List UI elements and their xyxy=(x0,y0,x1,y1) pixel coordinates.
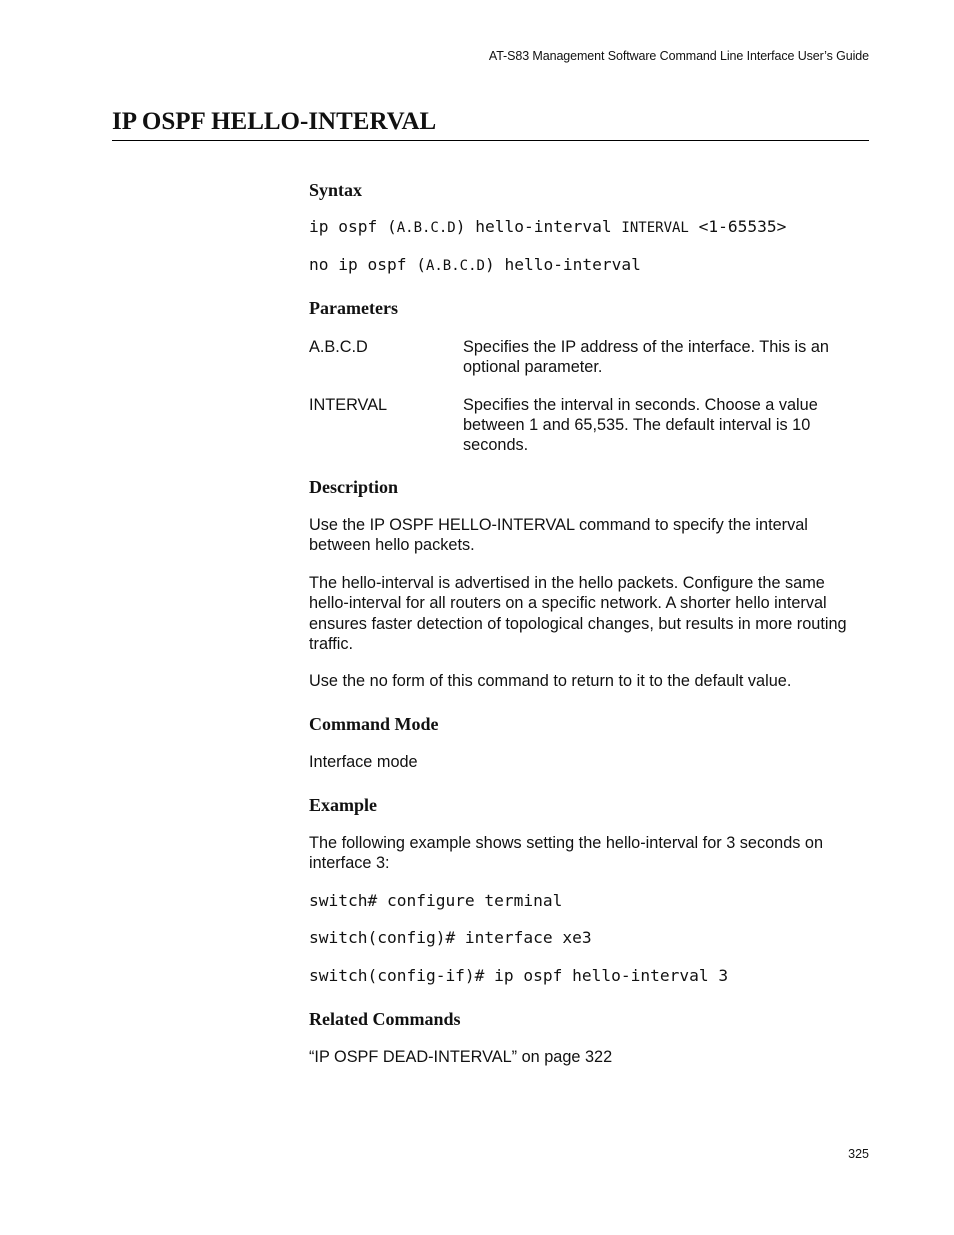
description-paragraph: Use the IP OSPF HELLO-INTERVAL command to specify the interval between hello packets. xyxy=(309,516,808,555)
syntax-line-1: ip ospf (A.B.C.D) hello-interval INTERVAL <1-65535> xyxy=(309,217,787,236)
description-heading: Description xyxy=(309,477,398,497)
example-code-line: switch(config)# interface xe3 xyxy=(309,928,592,947)
related-commands-heading: Related Commands xyxy=(309,1009,461,1029)
command-mode-text: Interface mode xyxy=(309,753,418,771)
example-heading: Example xyxy=(309,795,378,815)
example-intro: The following example shows setting the hello-interval for 3 seconds on interface 3: xyxy=(309,834,824,873)
parameter-description: Specifies the IP address of the interface. This is an optional parameter. xyxy=(463,338,829,376)
parameter-name: INTERVAL xyxy=(309,396,388,414)
page-title: IP OSPF HELLO-INTERVAL xyxy=(112,107,869,141)
description-paragraph: Use the no form of this command to return to it to the default value. xyxy=(309,672,792,690)
example-code-line: switch# configure terminal xyxy=(309,891,563,910)
example-code-line: switch(config-if)# ip ospf hello-interval 3 xyxy=(309,966,729,985)
parameter-name: A.B.C.D xyxy=(309,338,368,356)
syntax-line-2: no ip ospf (A.B.C.D) hello-interval xyxy=(309,255,641,274)
related-command-link[interactable]: “IP OSPF DEAD-INTERVAL” on page 322 xyxy=(309,1048,613,1066)
command-mode-heading: Command Mode xyxy=(309,714,439,734)
running-header: AT-S83 Management Software Command Line Interface User’s Guide xyxy=(488,49,869,63)
parameter-description: Specifies the interval in seconds. Choose a value between 1 and 65,535. The default interval is 10 seconds. xyxy=(463,396,818,454)
syntax-heading: Syntax xyxy=(309,180,363,200)
parameters-heading: Parameters xyxy=(309,298,398,318)
description-paragraph: The hello-interval is advertised in the hello packets. Configure the same hello-interval for all routers on a specific network. A shorter hello interval ensures faster detection of topological changes, but results in more routing traffic. xyxy=(309,574,847,653)
page-number: 325 xyxy=(848,1147,869,1161)
